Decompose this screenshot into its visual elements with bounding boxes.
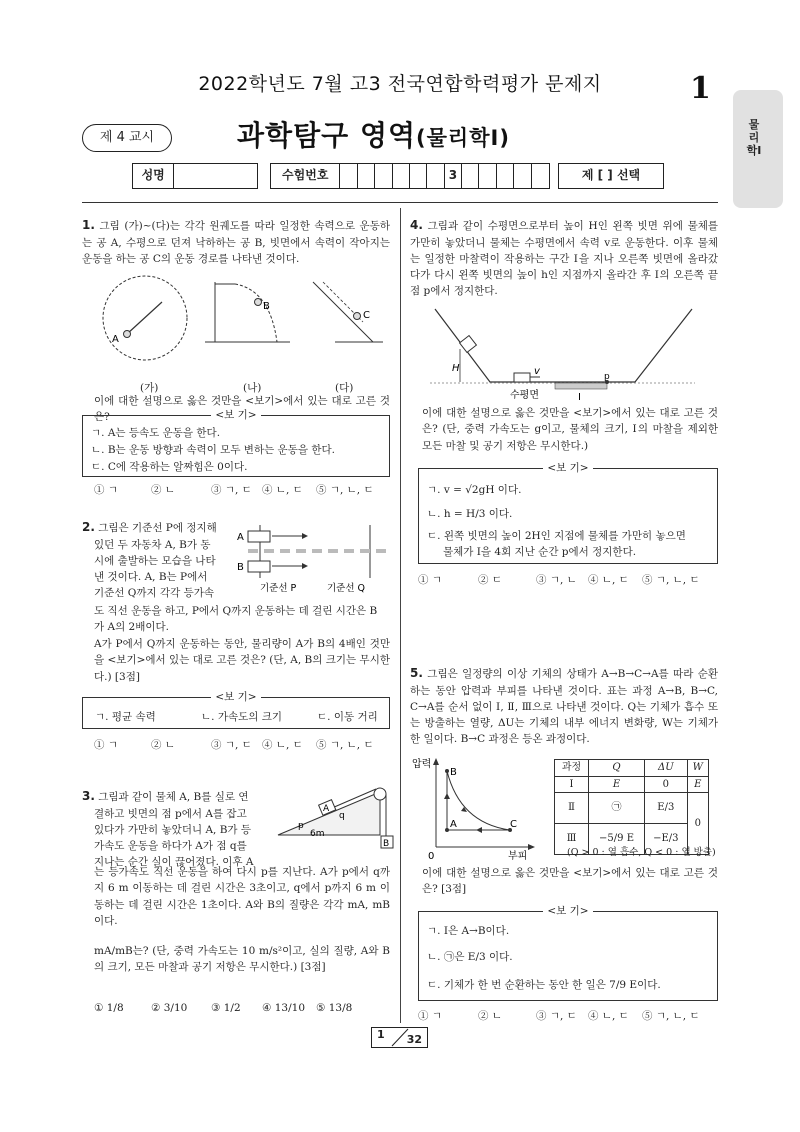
table-header-cell: Q bbox=[589, 760, 645, 777]
question-5-bogi-box bbox=[418, 905, 718, 1001]
bogi-item: ㄴ. 가속도의 크기 bbox=[201, 711, 283, 723]
table-cell: 0 bbox=[687, 793, 708, 855]
bogi-item: ㄱ. A는 등속도 운동을 한다. bbox=[91, 427, 221, 439]
bogi-item: ㄱ. Ⅰ은 A→B이다. bbox=[427, 925, 510, 937]
arrow-head bbox=[302, 533, 308, 539]
arrow-up bbox=[444, 793, 450, 799]
table-row bbox=[555, 776, 709, 793]
table-cell: Ⅰ bbox=[555, 776, 589, 793]
question-2-stem-cont: 도 직선 운동을 하고, P에서 Q까지 운동하는 데 걸린 시간은 B 가 A의 2배이다. bbox=[94, 605, 378, 634]
label-v: v bbox=[534, 366, 540, 377]
label-p: p bbox=[604, 372, 610, 382]
side-tab-label: 물리학Ⅰ bbox=[746, 118, 762, 158]
exam-title: 2022학년도 7월 고3 전국연합학력평가 문제지 bbox=[198, 73, 602, 95]
label-b: B bbox=[450, 767, 457, 778]
bogi-item: ㄷ. C에 작용하는 알짜힘은 0이다. bbox=[91, 461, 248, 473]
point-a bbox=[445, 828, 449, 832]
question-number: 2. bbox=[82, 520, 95, 534]
selection-field[interactable] bbox=[558, 163, 664, 189]
bogi-item: ㄱ. 평균 속력 bbox=[95, 711, 156, 723]
table-cell: Ⅲ bbox=[555, 824, 589, 855]
exam-number-label: 수험번호 bbox=[271, 164, 340, 188]
bogi-item: ㄴ. h = H/3 이다. bbox=[427, 508, 513, 520]
subject-title bbox=[237, 114, 510, 157]
answer-choice-4[interactable]: ④ 13/10 bbox=[262, 1002, 306, 1014]
y-axis-label: 압력 bbox=[412, 759, 432, 770]
label-c: C bbox=[363, 310, 370, 321]
pv-graph bbox=[412, 755, 537, 860]
origin-label: 0 bbox=[428, 851, 435, 860]
y-axis-arrow bbox=[433, 758, 439, 765]
table-cell: E bbox=[589, 776, 645, 793]
header-rule bbox=[82, 202, 718, 203]
bogi-title: <보 기> bbox=[83, 690, 389, 704]
exam-number-field[interactable] bbox=[270, 163, 550, 189]
answer-choice-3[interactable]: ③ ㄱ, ㄷ bbox=[211, 484, 252, 496]
pulley bbox=[374, 788, 386, 800]
question-2-bogi-box bbox=[82, 691, 390, 729]
exam-digit-box[interactable] bbox=[358, 164, 375, 188]
label-c: C bbox=[510, 819, 517, 830]
label-b: B bbox=[383, 839, 390, 849]
table-cell: −5/9 E bbox=[589, 824, 645, 855]
question-4-prompt: 이에 대한 설명으로 옳은 것만을 <보기>에서 있는 대로 고른 것은? (단, 중력 가속도는 g이고, 물체의 크기, Ⅰ의 마찰을 제외한 모든 마찰 및 공기 저항은 무시한다.) bbox=[422, 407, 718, 452]
table-header-cell: ΔU bbox=[645, 760, 688, 777]
label-p: p bbox=[298, 821, 304, 831]
table-header-cell: W bbox=[687, 760, 708, 777]
answer-choice-1[interactable]: ① ㄱ bbox=[418, 574, 442, 586]
table-cell: 0 bbox=[645, 776, 688, 793]
name-label: 성명 bbox=[133, 164, 174, 188]
page-number: 1 bbox=[690, 71, 711, 106]
bogi-item: ㄴ. B는 운동 방향과 속력이 모두 변하는 운동을 한다. bbox=[91, 444, 335, 456]
exam-digit-box[interactable] bbox=[479, 164, 496, 188]
exam-digit-box[interactable] bbox=[340, 164, 357, 188]
answer-choice-3[interactable]: ③ ㄱ, ㄷ bbox=[211, 739, 252, 751]
question-5-stem bbox=[410, 664, 718, 748]
label-surface: 수평면 bbox=[510, 390, 539, 401]
name-input-box[interactable] bbox=[174, 164, 257, 188]
answer-choice-2[interactable]: ② ㄴ bbox=[478, 1010, 502, 1022]
velocity-arrow bbox=[127, 302, 162, 334]
question-text: 그림 (가)~(다)는 각각 원궤도를 따라 일정한 속력으로 운동하는 공 A, 수평으로 던져 낙하하는 공 B, 빗면에서 속력이 작아지는 운동을 하는 공 C의 운동 경로를 나타낸 것이다. bbox=[82, 220, 390, 265]
column-divider bbox=[400, 208, 401, 1023]
table-cell: −E/3 bbox=[645, 824, 688, 855]
session-badge: 제 4 교시 bbox=[82, 124, 172, 152]
subject-side-tab bbox=[733, 90, 783, 208]
bogi-item: ㄷ. 기체가 한 번 순환하는 동안 한 일은 7/9 E이다. bbox=[427, 979, 661, 991]
label-line-p: 기준선 P bbox=[260, 583, 297, 594]
answer-choice-1[interactable]: ① ㄱ bbox=[418, 1010, 442, 1022]
question-number: 4. bbox=[410, 218, 423, 232]
answer-choice-4[interactable]: ④ ㄴ, ㄷ bbox=[588, 1010, 629, 1022]
label-a: A bbox=[323, 804, 330, 814]
question-number: 5. bbox=[410, 666, 423, 680]
question-text: 그림은 일정량의 이상 기체의 상태가 A→B→C→A를 따라 순환하는 동안 압력과 부피를 나타낸 것이다. 표는 과정 A→B, B→C, C→A를 순서 없이 Ⅰ, Ⅱ, Ⅲ으로 나타낸 것이다. Q는 기체가 흡수 또는 방출하는 열량, ΔU는 기체의 내부 에너지 변화량, W는 기체가 한 일이다. B→C 과정은 등온 과정이다. bbox=[410, 668, 718, 746]
label-a: A bbox=[237, 532, 244, 543]
bogi-item: ㄴ. ㉠은 E/3 이다. bbox=[427, 951, 513, 963]
figure-caption: (나) bbox=[243, 382, 262, 394]
answer-choice-1[interactable]: ① ㄱ bbox=[94, 484, 118, 496]
answer-choice-3[interactable]: ③ ㄱ, ㄷ bbox=[536, 1010, 577, 1022]
label-distance: 6m bbox=[310, 829, 325, 839]
ball-b bbox=[255, 299, 262, 306]
answer-choice-4[interactable]: ④ ㄴ, ㄷ bbox=[262, 484, 303, 496]
label-line-q: 기준선 Q bbox=[327, 583, 366, 594]
exam-digit-box[interactable] bbox=[514, 164, 531, 188]
subject-main: 과학탐구 영역 bbox=[237, 119, 417, 152]
figure-caption: (다) bbox=[335, 382, 354, 394]
figure-caption: (가) bbox=[140, 382, 159, 394]
object-start bbox=[460, 336, 477, 353]
answer-choice-5[interactable]: ⑤ ㄱ, ㄴ, ㄷ bbox=[642, 574, 700, 586]
exam-digit-box[interactable] bbox=[410, 164, 427, 188]
question-2-prompt: A가 P에서 Q까지 운동하는 동안, 물리량이 A가 B의 4배인 것만을 <보기>에서 있는 대로 고른 것은? (단, A, B의 크기는 무시한다.) [3점] bbox=[94, 638, 390, 683]
x-axis-arrow bbox=[528, 844, 535, 850]
table-header-cell: 과정 bbox=[555, 760, 589, 777]
answer-choice-5[interactable]: ⑤ ㄱ, ㄴ, ㄷ bbox=[316, 739, 374, 751]
answer-choice-3[interactable]: ③ ㄱ, ㄴ bbox=[536, 574, 577, 586]
question-3-stem: 3. 그림과 같이 물체 A, B를 실로 연 결하고 빗면의 점 p에서 A를 잡고 있다가 가만히 놓았더니 A, B가 등 가속도 운동을 하다가 A가 점 q를 지나는 순간 실이 끊어졌다. 이후 A bbox=[82, 789, 254, 869]
label-a: A bbox=[450, 819, 457, 830]
question-1-figure bbox=[95, 272, 395, 372]
ball-a bbox=[124, 331, 131, 338]
process-table bbox=[554, 759, 709, 855]
question-number: 3. bbox=[82, 789, 95, 803]
question-4-bogi-box bbox=[418, 462, 718, 564]
exam-digit-box[interactable] bbox=[427, 164, 444, 188]
label-a: A bbox=[112, 334, 119, 345]
label-h: H bbox=[452, 363, 460, 374]
label-q: q bbox=[339, 811, 345, 821]
label-b: B bbox=[237, 562, 244, 573]
name-field[interactable] bbox=[132, 163, 258, 189]
question-2-figure bbox=[230, 520, 395, 595]
bogi-item: 물체가 Ⅰ을 4회 지난 순간 p에서 정지한다. bbox=[443, 546, 637, 558]
bogi-title: <보 기> bbox=[419, 904, 717, 918]
object-moving bbox=[514, 373, 530, 382]
question-3-prompt: mA/mB는? (단, 중력 가속도는 10 m/s²이고, 실의 질량, A와 B의 크기, 모든 마찰과 공기 저항은 무시한다.) [3점] bbox=[94, 945, 390, 974]
question-4-figure bbox=[430, 304, 700, 404]
table-cell: E bbox=[687, 776, 708, 793]
point-b bbox=[445, 769, 449, 773]
question-text: 그림과 같이 수평면으로부터 높이 H인 왼쪽 빗면 위에 물체를 가만히 놓았더니 물체는 수평면에서 속력 v로 운동한다. 이후 물체는 일정한 마찰력이 작용하는 구간 Ⅰ을 지나 오른쪽 빗면에 올라갔다가 다시 왼쪽 빗면의 높이 h인 지점까지 올라간 후 Ⅰ의 오른쪽 끝 점 p에서 정지한다. bbox=[410, 220, 719, 298]
bogi-item: ㄱ. v = √2gH 이다. bbox=[427, 484, 522, 496]
arrow-down bbox=[461, 807, 467, 812]
question-3-stem-cont: 는 등가속도 직선 운동을 하여 다시 p를 지난다. A가 p에서 q까지 6 m 이동하는 데 걸린 시간은 3초이고, q에서 p까지 6 m 이동하는 데 걸린 시간은 1초이다. A와 B의 질량은 각각 mA, mB이다. bbox=[94, 866, 390, 927]
current-page: 1 bbox=[377, 1028, 385, 1041]
question-1-prompt: 이에 대한 설명으로 옳은 것만을 <보기>에서 있는 대로 고른 것은? bbox=[94, 395, 390, 424]
car-a bbox=[248, 531, 270, 542]
answer-choice-2[interactable]: ② 3/10 bbox=[151, 1002, 188, 1014]
question-number: 1. bbox=[82, 218, 95, 232]
answer-choice-3[interactable]: ③ 1/2 bbox=[211, 1002, 241, 1014]
answer-choice-2[interactable]: ② ㄴ bbox=[151, 739, 175, 751]
table-cell: Ⅱ bbox=[555, 793, 589, 824]
exam-digit-box[interactable] bbox=[497, 164, 514, 188]
arrow-head bbox=[302, 563, 308, 569]
total-pages: 32 bbox=[406, 1033, 422, 1046]
bogi-item: ㄷ. 왼쪽 빗면의 높이 2H인 지점에 물체를 가만히 놓으면 bbox=[427, 530, 686, 542]
label-b: B bbox=[263, 301, 270, 312]
answer-choice-5[interactable]: ⑤ ㄱ, ㄴ, ㄷ bbox=[642, 1010, 700, 1022]
table-note: (Q > 0 : 열 흡수, Q < 0 : 열 방출) bbox=[567, 847, 716, 858]
x-axis-label: 부피 bbox=[508, 851, 528, 860]
exam-digit-fixed: 3 bbox=[445, 164, 462, 188]
question-4-stem bbox=[410, 216, 718, 300]
exam-digit-box[interactable] bbox=[462, 164, 479, 188]
table-row bbox=[555, 793, 709, 824]
answer-choice-4[interactable]: ④ ㄴ, ㄷ bbox=[262, 739, 303, 751]
arrow-left bbox=[476, 827, 482, 833]
exam-digit-box[interactable] bbox=[393, 164, 410, 188]
bogi-item: ㄷ. 이동 거리 bbox=[317, 711, 378, 723]
table-cell: E/3 bbox=[645, 793, 688, 824]
exam-digit-box[interactable] bbox=[375, 164, 392, 188]
answer-choice-5[interactable]: ⑤ 13/8 bbox=[316, 1002, 353, 1014]
answer-choice-2[interactable]: ② ㄴ bbox=[151, 484, 175, 496]
subject-sub: (물리학Ⅰ) bbox=[416, 126, 510, 150]
answer-choice-1[interactable]: ① 1/8 bbox=[94, 1002, 124, 1014]
bogi-title: <보 기> bbox=[419, 461, 717, 475]
question-2-stem: 2. 그림은 기준선 P에 정지해 있던 두 자동차 A, B가 동 시에 출발하는 모습을 나타 낸 것이다. A, B는 P에서 기준선 Q까지 각각 등가속 bbox=[82, 520, 217, 600]
car-b bbox=[248, 561, 270, 572]
projectile-path bbox=[235, 284, 277, 342]
question-1-stem bbox=[82, 216, 390, 267]
exam-digit-box[interactable] bbox=[532, 164, 549, 188]
answer-choice-4[interactable]: ④ ㄴ, ㄷ bbox=[588, 574, 629, 586]
selection-label: 제 [ ] 선택 bbox=[581, 168, 641, 182]
answer-choice-5[interactable]: ⑤ ㄱ, ㄴ, ㄷ bbox=[316, 484, 374, 496]
answer-choice-2[interactable]: ② ㄷ bbox=[478, 574, 502, 586]
label-zone: Ⅰ bbox=[578, 392, 581, 403]
ball-c bbox=[354, 313, 361, 320]
friction-zone bbox=[555, 383, 607, 389]
bogi-title: <보 기> bbox=[83, 408, 389, 422]
answer-choice-1[interactable]: ① ㄱ bbox=[94, 739, 118, 751]
page-counter bbox=[371, 1027, 428, 1048]
table-cell: ㉠ bbox=[589, 793, 645, 824]
table-header-row bbox=[555, 760, 709, 777]
question-3-figure bbox=[270, 780, 395, 860]
question-5-prompt: 이에 대한 설명으로 옳은 것만을 <보기>에서 있는 대로 고른 것은? [3점] bbox=[422, 867, 718, 896]
